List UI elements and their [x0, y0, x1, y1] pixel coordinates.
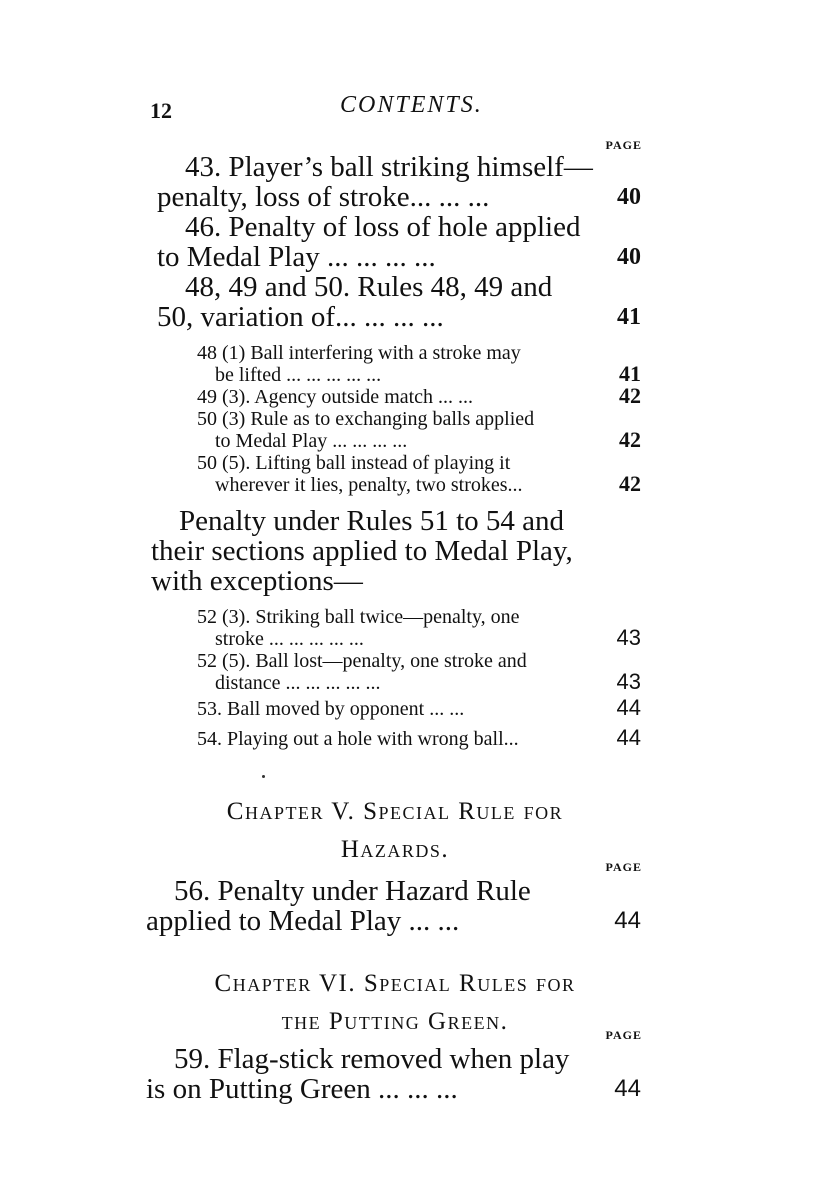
- paragraph-line: Penalty under Rules 51 to 54 and: [179, 505, 565, 537]
- entry-page-number: 44: [614, 907, 641, 934]
- subentry-line: 54. Playing out a hole with wrong ball...: [197, 728, 519, 750]
- subentry-page-number: 42: [619, 427, 641, 452]
- subentry-line: 52 (3). Striking ball twice—penalty, one: [197, 606, 520, 628]
- paragraph-line: their sections applied to Medal Play,: [151, 535, 573, 567]
- toc-subentry: [197, 650, 641, 694]
- entry-page-number: 40: [617, 184, 641, 210]
- running-header: [150, 92, 645, 128]
- entry-line: applied to Medal Play ... ...: [146, 905, 460, 937]
- subentry-line: be lifted ... ... ... ... ...: [215, 364, 382, 386]
- page-number: 12: [150, 98, 172, 123]
- toc-entry: [157, 272, 641, 332]
- page-column-label: PAGE: [605, 1028, 642, 1042]
- subentry-page-number: 42: [619, 471, 641, 496]
- toc-subentry: [197, 725, 641, 750]
- page-column-label: PAGE: [605, 138, 642, 152]
- entry-line: to Medal Play ... ... ... ...: [157, 241, 436, 273]
- subentry-line: 52 (5). Ball lost—penalty, one stroke and: [197, 650, 527, 672]
- entry-line: 48, 49 and 50. Rules 48, 49 and: [185, 271, 553, 303]
- entry-line: 43. Player’s ball striking himself—: [185, 151, 593, 183]
- subentry-line: 48 (1) Ball interfering with a stroke may: [197, 342, 521, 364]
- chapter-heading-line: the Putting Green.: [281, 1008, 509, 1035]
- running-title: CONTENTS.: [340, 92, 483, 118]
- subentry-line: to Medal Play ... ... ... ...: [215, 430, 408, 452]
- chapter-heading-line: Hazards.: [340, 836, 450, 863]
- subentry-line: stroke ... ... ... ... ...: [215, 628, 364, 650]
- entry-page-number: 44: [614, 1075, 641, 1102]
- subentry-page-number: 43: [616, 625, 641, 650]
- entry-page-number: 40: [617, 244, 641, 270]
- chapter-heading-line: Chapter V. Special Rule for: [226, 798, 564, 825]
- toc-subentry: [197, 695, 641, 720]
- page-column-label: PAGE: [605, 860, 642, 874]
- subentry-line: wherever it lies, penalty, two strokes...: [215, 474, 523, 496]
- entry-line: is on Putting Green ... ... ...: [146, 1073, 458, 1105]
- toc-subentry: [197, 408, 641, 452]
- toc-entry: [157, 152, 641, 212]
- entry-line: 56. Penalty under Hazard Rule: [174, 875, 531, 907]
- stray-dot-mark: [262, 775, 265, 778]
- toc-subentry: [197, 342, 641, 386]
- subentry-page-number: 44: [616, 725, 641, 750]
- toc-entry: [157, 212, 641, 272]
- entry-line: 46. Penalty of loss of hole applied: [185, 211, 581, 243]
- toc-subentry: [197, 383, 641, 408]
- contents-list: [151, 151, 641, 750]
- subentry-page-number: 44: [616, 695, 641, 720]
- subentry-page-number: 42: [619, 383, 641, 408]
- chapter-6-heading: [150, 970, 640, 1036]
- toc-entry: [146, 876, 641, 936]
- chapter-heading-line: Chapter VI. Special Rules for: [214, 970, 576, 997]
- subentry-page-number: 41: [619, 361, 641, 386]
- subentry-line: 50 (3) Rule as to exchanging balls applied: [197, 408, 535, 430]
- penalty-paragraph: [151, 506, 641, 596]
- paragraph-line: with exceptions—: [151, 565, 363, 597]
- toc-subentry: [197, 452, 641, 496]
- subentry-line: 50 (5). Lifting ball instead of playing it: [197, 452, 511, 474]
- subentry-page-number: 43: [616, 669, 641, 694]
- entry-line: penalty, loss of stroke... ... ...: [157, 181, 490, 213]
- entry-line: 59. Flag-stick removed when play: [174, 1043, 570, 1075]
- subentry-line: 49 (3). Agency outside match ... ...: [197, 386, 474, 408]
- subentry-line: distance ... ... ... ... ...: [215, 672, 381, 694]
- chapter-5-heading: [150, 798, 640, 864]
- toc-entry: [146, 1044, 641, 1104]
- toc-subentry: [197, 606, 641, 650]
- entry-page-number: 41: [617, 304, 641, 330]
- subentry-line: 53. Ball moved by opponent ... ...: [197, 698, 465, 720]
- entry-line: 50, variation of... ... ... ...: [157, 301, 444, 333]
